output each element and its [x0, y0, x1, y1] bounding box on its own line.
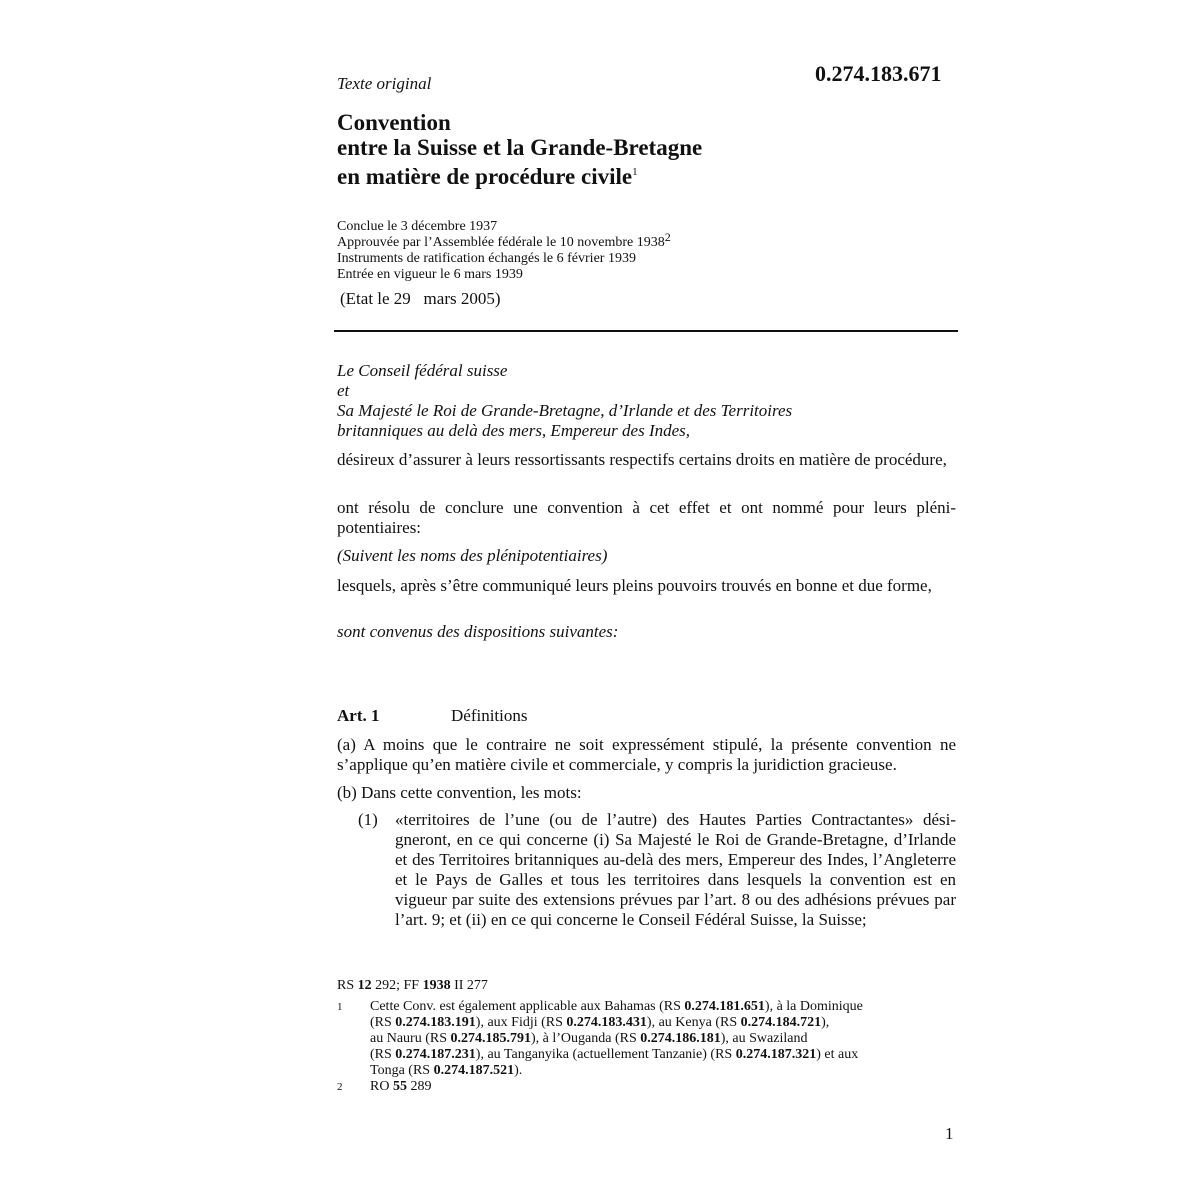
page-number: 1 — [945, 1124, 954, 1143]
title-line: Convention — [337, 110, 451, 135]
footnote-ref[interactable]: 2 — [664, 230, 671, 244]
preamble-desire: désireux d’assurer à leurs ressortissants respectifs certains droits en matière de procédure, — [337, 450, 947, 469]
ratification-date: Instruments de ratification échangés le 6 février 1939 — [337, 251, 636, 266]
preamble-resolved: ont résolu de conclure une convention à cet effet et ont nommé pour leurs pléni-potentiaires: — [337, 498, 956, 537]
header-divider — [334, 330, 958, 332]
preamble-parties — [337, 361, 792, 441]
footnotes — [337, 978, 957, 1095]
article-number: Art. 1 — [337, 706, 380, 725]
original-text-label: Texte original — [337, 74, 432, 93]
party-great-britain-cont: britanniques au delà des mers, Empereur des Indes, — [337, 421, 691, 440]
source-reference: RS 12 292; FF 1938 II 277 — [337, 978, 488, 993]
definition-text: «territoires de l’une (ou de l’autre) des Hautes Parties Contractantes» dési-gneront, en ce qui concerne (i) Sa Majesté le Roi de Grande-Bretagne, d’Irlande et des Territoires britanniques au-delà des mers, Empereur des Indes, l’Angleterre et le Pays de Galles et tous les territoires dans lesquels la convention est en vigueur par suite des extensions prévues par l’art. 8 ou des adhésions prévues par l’art. 9; et (ii) en ce qui concerne le Conseil Fédéral Suisse, la Suisse; — [395, 810, 956, 929]
preamble-agreed: sont convenus des dispositions suivantes: — [337, 622, 619, 641]
preamble-powers: lesquels, après s’être communiqué leurs pleins pouvoirs trouvés en bonne et due forme, — [337, 576, 932, 595]
footnote-number: 1 — [337, 1001, 343, 1013]
article-paragraph-a: (a) A moins que le contraire ne soit expressément stipulé, la présente convention ne s’applique qu’en matière civile et commerciale, y compris la juridiction gracieuse. — [337, 735, 956, 774]
document-title — [337, 110, 702, 189]
article-title: Définitions — [451, 706, 528, 725]
preamble-plenipotentiaries: (Suivent les noms des plénipotentiaires) — [337, 546, 608, 565]
definition-number: (1) — [358, 810, 378, 829]
party-switzerland: Le Conseil fédéral suisse — [337, 361, 508, 380]
status-date: (Etat le 29 mars 2005) — [340, 289, 501, 308]
article-paragraph-b: (b) Dans cette convention, les mots: — [337, 783, 582, 802]
footnote-2 — [337, 1079, 957, 1095]
title-line: en matière de procédure civile$^1$ — [337, 164, 638, 189]
article-heading — [337, 706, 528, 726]
entry-into-force-date: Entrée en vigueur le 6 mars 1939 — [337, 267, 523, 282]
title-line: entre la Suisse et la Grande-Bretagne — [337, 135, 703, 160]
conjunction: et — [337, 381, 350, 400]
footnote-1 — [337, 999, 957, 1079]
footnote-ref[interactable]: 1 — [632, 166, 638, 178]
party-great-britain: Sa Majesté le Roi de Grande-Bretagne, d’Irlande et des Territoires — [337, 401, 793, 420]
rs-number: 0.274.183.671 — [815, 61, 942, 86]
document-metadata — [337, 219, 671, 283]
concluded-date: Conclue le 3 décembre 1937 — [337, 219, 498, 234]
approval-date: Approuvée par l’Assemblée fédérale le 10 novembre 1938$^2$ — [337, 230, 671, 250]
footnote-text: RO 55 289 — [370, 1079, 432, 1094]
footnote-text: Cette Conv. est également applicable aux Bahamas (RS 0.274.181.651), à la Dominique (RS 0.274.183.191), aux Fidji (RS 0.274.183.431), au Kenya (RS 0.274.184.721), au Nauru (RS 0.274.185.791), à l’Ouganda (RS 0.274.186.181), au Swaziland (RS 0.274.187.231), au Tanganyika (actuellement Tanzanie) (RS 0.274.187.321) et aux Tonga (RS 0.274.187.521). — [370, 999, 863, 1078]
footnote-number: 2 — [337, 1081, 343, 1093]
